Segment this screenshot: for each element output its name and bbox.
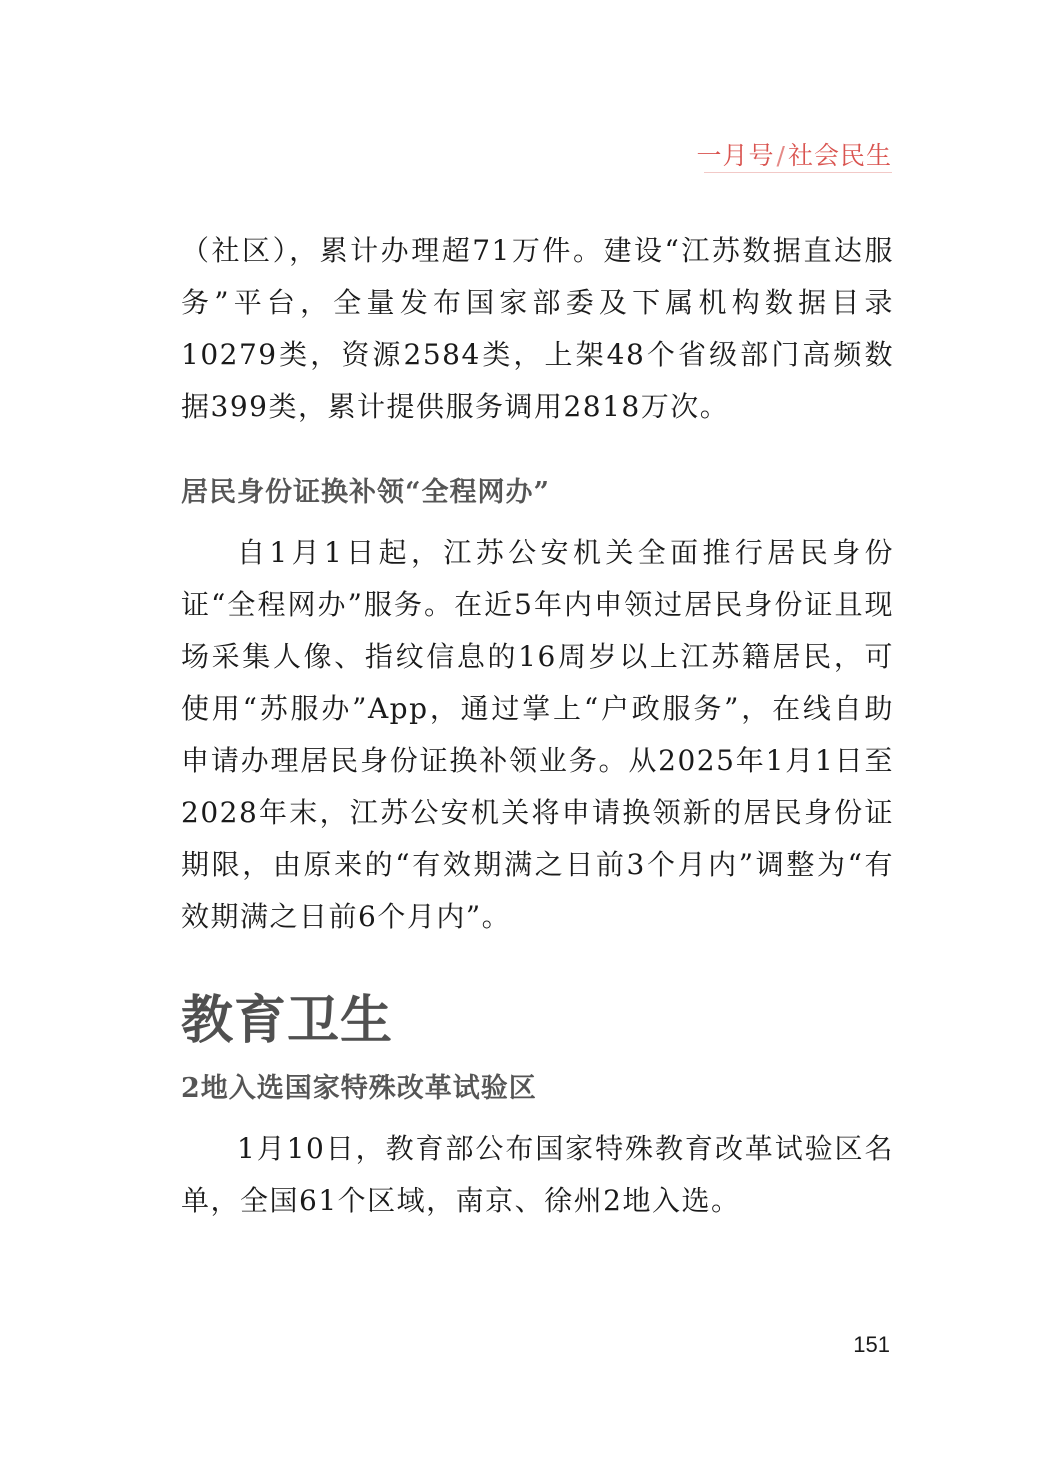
paragraph-special-education: 1月10日，教育部公布国家特殊教育改革试验区名单，全国61个区域，南京、徐州2地入选。 — [181, 1132, 894, 1217]
paragraph-id-card: 自1月1日起，江苏公安机关全面推行居民身份证“全程网办”服务。在近5年内申领过居民身份证且现场采集人像、指纹信息的16周岁以上江苏籍居民，可使用“苏服办”App，通过掌上“户政服务”，在线自助申请办理居民身份证换补领业务。从2025年1月1日至2028年末，江苏公安机关将申请换领新的居民身份证期限，由原来的“有效期满之日前3个月内”调整为“有效期满之日前6个月内”。 — [181, 536, 894, 933]
running-header — [697, 136, 892, 172]
page-number: 151 — [853, 1332, 890, 1357]
header-rule — [704, 172, 892, 173]
paragraph-data-service: （社区），累计办理超71万件。建设“江苏数据直达服务”平台，全量发布国家部委及下属机构数据目录10279类，资源2584类，上架48个省级部门高频数据399类，累计提供服务调用2818万次。 — [181, 234, 894, 423]
page-content — [181, 225, 894, 1227]
header-issue: 一月号 — [696, 141, 775, 170]
subheading-id-card: 居民身份证换补领“全程网办” — [181, 477, 551, 508]
header-section: 社会民生 — [787, 141, 892, 170]
subheading-special-education: 2地入选国家特殊改革试验区 — [181, 1073, 537, 1104]
header-separator: / — [776, 141, 786, 170]
section-title-education-health: 教育卫生 — [181, 991, 394, 1051]
